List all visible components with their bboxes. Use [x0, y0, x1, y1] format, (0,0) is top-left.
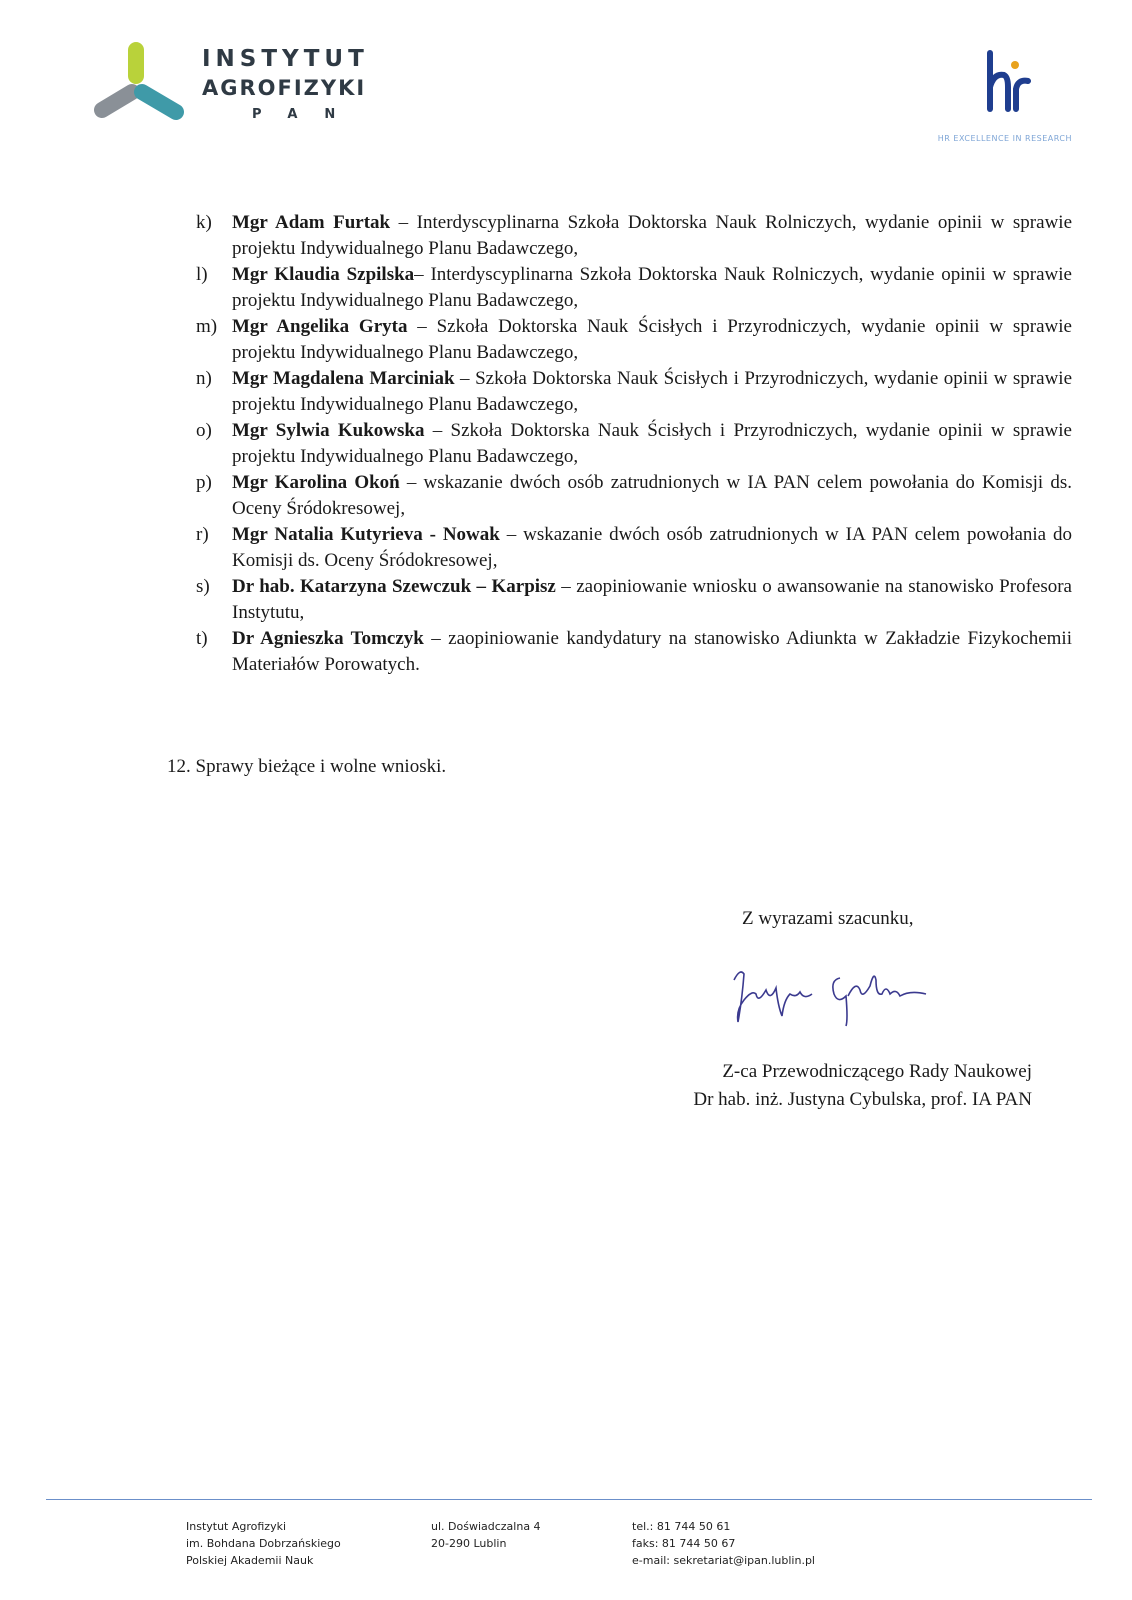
list-item	[196, 210, 1072, 262]
hr-caption: HR EXCELLENCE IN RESEARCH	[937, 134, 1072, 143]
hr-excellence-logo	[922, 42, 1072, 152]
footer-line: 20-290 Lublin	[431, 1537, 507, 1550]
list-marker: k)	[196, 212, 212, 233]
footer-line: ul. Doświadczalna 4	[431, 1520, 541, 1533]
list-item	[196, 418, 1072, 470]
item-description: – Szkoła Doktorska Nauk Ścisłych i Przyrodniczych, wydanie opinii w sprawie projektu Indywidualnego Planu Badawczego,	[232, 368, 1072, 415]
footer-institute	[186, 1518, 341, 1569]
person-name: Mgr Adam Furtak	[232, 212, 391, 233]
list-marker: l)	[196, 264, 208, 285]
item-description: – zaopiniowanie wniosku o awansowanie na stanowisko Profesora Instytutu,	[232, 576, 1072, 623]
person-name: Mgr Angelika Gryta	[232, 316, 408, 337]
list-item	[196, 366, 1072, 418]
person-name: Mgr Natalia Kutyrieva - Nowak	[232, 524, 500, 545]
person-name: Mgr Klaudia Szpilska	[232, 264, 415, 285]
footer-address	[431, 1518, 541, 1552]
list-marker: t)	[196, 628, 208, 649]
institute-name-line3: PAN	[252, 107, 363, 122]
resolution-list	[196, 210, 1072, 678]
item-description: – Interdyscyplinarna Szkoła Doktorska Nauk Rolniczych, wydanie opinii w sprawie projektu Indywidualnego Planu Badawczego,	[232, 264, 1072, 311]
handwritten-signature	[730, 960, 950, 1030]
person-name: Mgr Sylwia Kukowska	[232, 420, 425, 441]
person-name: Mgr Magdalena Marciniak	[232, 368, 455, 389]
list-item	[196, 314, 1072, 366]
footer-line: Instytut Agrofizyki	[186, 1520, 287, 1533]
list-item	[196, 626, 1072, 678]
list-item	[196, 262, 1072, 314]
signatory-role: Z-ca Przewodniczącego Rady Naukowej	[722, 1061, 1032, 1082]
person-name: Dr hab. Katarzyna Szewczuk – Karpisz	[232, 576, 556, 597]
footer-contact	[632, 1518, 815, 1569]
list-item	[196, 522, 1072, 574]
signatory-name: Dr hab. inż. Justyna Cybulska, prof. IA PAN	[693, 1089, 1032, 1110]
item-description: – Szkoła Doktorska Nauk Ścisłych i Przyrodniczych, wydanie opinii w sprawie projektu Indywidualnego Planu Badawczego,	[232, 316, 1072, 363]
agenda-point-12: 12. Sprawy bieżące i wolne wnioski.	[167, 756, 447, 777]
closing-phrase: Z wyrazami szacunku,	[742, 908, 914, 929]
person-name: Dr Agnieszka Tomczyk	[232, 628, 424, 649]
institute-logo-mark	[92, 40, 197, 130]
list-item	[196, 574, 1072, 626]
item-description: – wskazanie dwóch osób zatrudnionych w IA PAN celem powołania do Komisji ds. Oceny Śródokresowej,	[232, 524, 1072, 571]
list-item	[196, 470, 1072, 522]
item-description: – wskazanie dwóch osób zatrudnionych w IA PAN celem powołania do Komisji ds. Oceny Śródokresowej,	[232, 472, 1072, 519]
institute-name-line2: AGROFIZYKI	[202, 76, 367, 100]
list-marker: o)	[196, 420, 212, 441]
item-description: – Interdyscyplinarna Szkoła Doktorska Nauk Rolniczych, wydanie opinii w sprawie projektu Indywidualnego Planu Badawczego,	[232, 212, 1072, 259]
list-marker: s)	[196, 576, 210, 597]
signatory	[693, 1058, 1032, 1114]
institute-name-line1: INSTYTUT	[202, 46, 369, 72]
list-marker: r)	[196, 524, 209, 545]
item-description: – Szkoła Doktorska Nauk Ścisłych i Przyrodniczych, wydanie opinii w sprawie projektu Indywidualnego Planu Badawczego,	[232, 420, 1072, 467]
footer-divider	[46, 1499, 1092, 1500]
footer-line: Polskiej Akademii Nauk	[186, 1554, 314, 1567]
footer-line: im. Bohdana Dobrzańskiego	[186, 1537, 341, 1550]
list-marker: m)	[196, 316, 218, 337]
institute-logo	[92, 40, 412, 130]
footer-phone: tel.: 81 744 50 61	[632, 1520, 731, 1533]
footer-fax: faks: 81 744 50 67	[632, 1537, 736, 1550]
person-name: Mgr Karolina Okoń	[232, 472, 400, 493]
list-marker: n)	[196, 368, 212, 389]
institute-name	[202, 48, 369, 121]
footer-email[interactable]: e-mail: sekretariat@ipan.lublin.pl	[632, 1554, 815, 1567]
hr-logo-icon	[982, 47, 1032, 117]
list-marker: p)	[196, 472, 212, 493]
item-description: – zaopiniowanie kandydatury na stanowisko Adiunkta w Zakładzie Fizykochemii Materiałów Porowatych.	[232, 628, 1072, 675]
